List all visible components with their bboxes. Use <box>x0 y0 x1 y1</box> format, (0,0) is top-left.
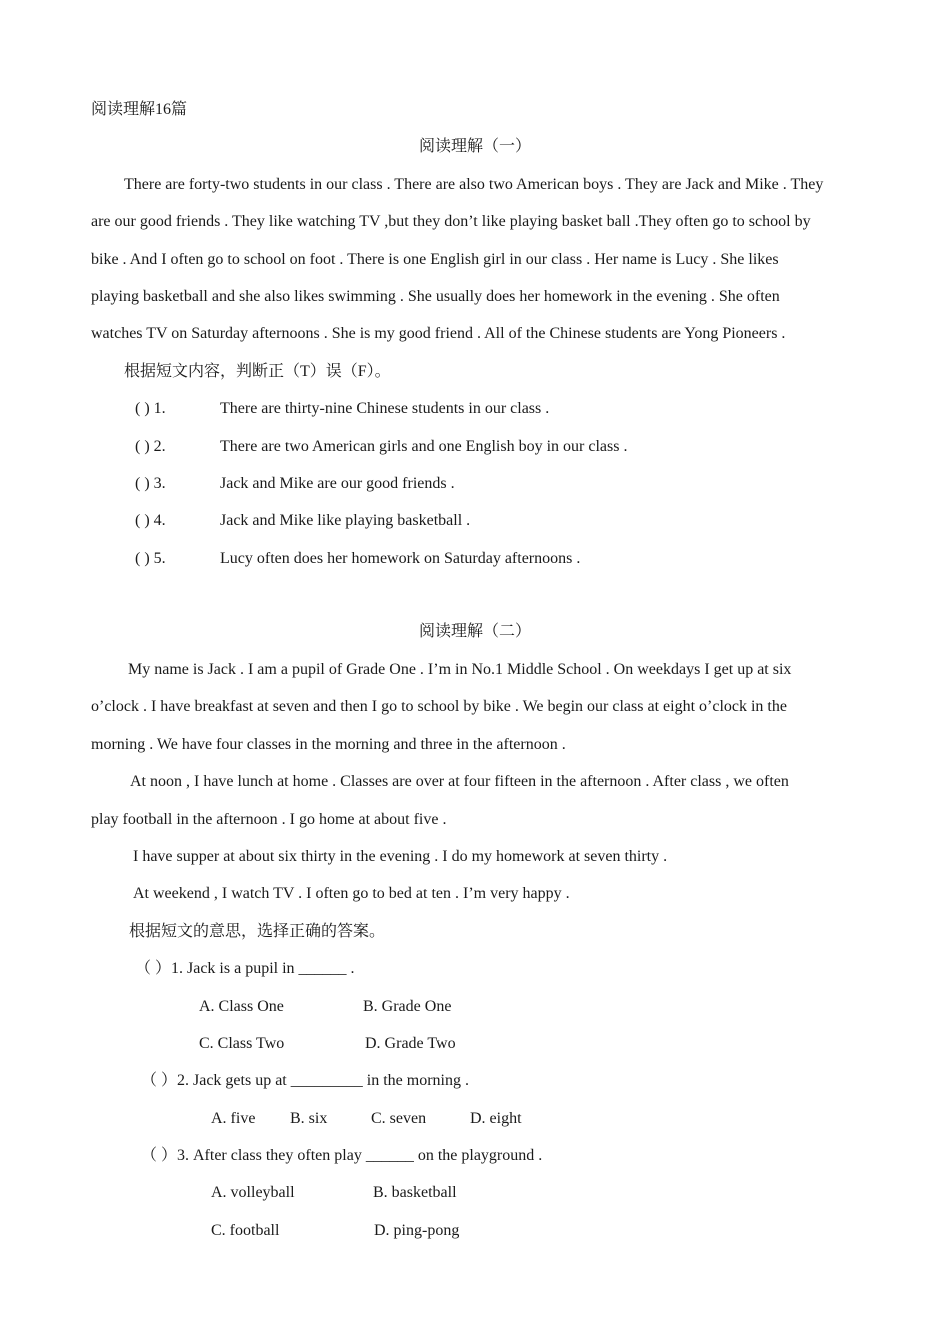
passage-line: My name is Jack . I am a pupil of Grade One . I’m in No.1 Middle School . On weekdays I get up at six <box>128 661 792 678</box>
tf-item-bracket: ( ) 4. <box>135 512 166 529</box>
option-a: A. Class One <box>199 998 284 1015</box>
question-stem: （ ）3. After class they often play ______ on the playground . <box>141 1147 543 1164</box>
passage-line: bike . And I often go to school on foot . There is one English girl in our class . Her name is Lucy . She likes <box>91 251 779 268</box>
option-d: D. Grade Two <box>365 1035 456 1052</box>
question-stem: （ ）1. Jack is a pupil in ______ . <box>135 960 355 977</box>
tf-item-bracket: ( ) 3. <box>135 475 166 492</box>
passage-line: watches TV on Saturday afternoons . She is my good friend . All of the Chinese students are Yong Pioneers . <box>91 325 786 342</box>
passage-line: o’clock . I have breakfast at seven and then I go to school by bike . We begin our class at eight o’clock in the <box>91 698 787 715</box>
passage-line: At weekend , I watch TV . I often go to bed at ten . I’m very happy . <box>133 885 570 902</box>
option-b: B. Grade One <box>363 998 452 1015</box>
option-c: C. Class Two <box>199 1035 285 1052</box>
question-stem: （ ）2. Jack gets up at _________ in the morning . <box>141 1072 469 1089</box>
passage-line: are our good friends . They like watching TV ,but they don’t like playing basket ball .They often go to school by <box>91 213 811 230</box>
option-a: A. volleyball <box>211 1184 295 1201</box>
tf-item-bracket: ( ) 2. <box>135 438 166 455</box>
passage-line: At noon , I have lunch at home . Classes are over at four fifteen in the afternoon . After class , we often <box>130 773 789 790</box>
passage-line: playing basketball and she also likes swimming . She usually does her homework in the evening . She often <box>91 288 780 305</box>
option-b: B. basketball <box>373 1184 457 1201</box>
section2-instruction: 根据短文的意思，选择正确的答案。 <box>129 923 386 940</box>
section2-heading: 阅读理解（二） <box>418 623 531 640</box>
tf-item-bracket: ( ) 5. <box>135 550 166 567</box>
option-c: C. seven <box>371 1110 427 1127</box>
option-a: A. five <box>211 1110 256 1127</box>
passage-line: play football in the afternoon . I go home at about five . <box>91 811 447 828</box>
tf-item-text: There are thirty-nine Chinese students in our class . <box>220 400 550 417</box>
option-c: C. football <box>211 1222 280 1239</box>
passage-line: morning . We have four classes in the morning and three in the afternoon . <box>91 736 566 753</box>
document-title: 阅读理解16篇 <box>91 101 188 118</box>
tf-item-bracket: ( ) 1. <box>135 400 166 417</box>
option-d: D. eight <box>470 1110 522 1127</box>
tf-item-text: Jack and Mike like playing basketball . <box>220 512 471 529</box>
option-d: D. ping-pong <box>374 1222 460 1239</box>
passage-line: I have supper at about six thirty in the evening . I do my homework at seven thirty . <box>133 848 668 865</box>
passage-line: There are forty-two students in our class . There are also two American boys . They are Jack and Mike . They <box>124 176 824 193</box>
option-b: B. six <box>290 1110 328 1127</box>
tf-item-text: Jack and Mike are our good friends . <box>220 475 455 492</box>
section1-heading: 阅读理解（一） <box>418 138 531 155</box>
tf-item-text: Lucy often does her homework on Saturday afternoons . <box>220 550 581 567</box>
section1-instruction: 根据短文内容，判断正（T）误（F）。 <box>124 363 391 380</box>
tf-item-text: There are two American girls and one English boy in our class . <box>220 438 628 455</box>
